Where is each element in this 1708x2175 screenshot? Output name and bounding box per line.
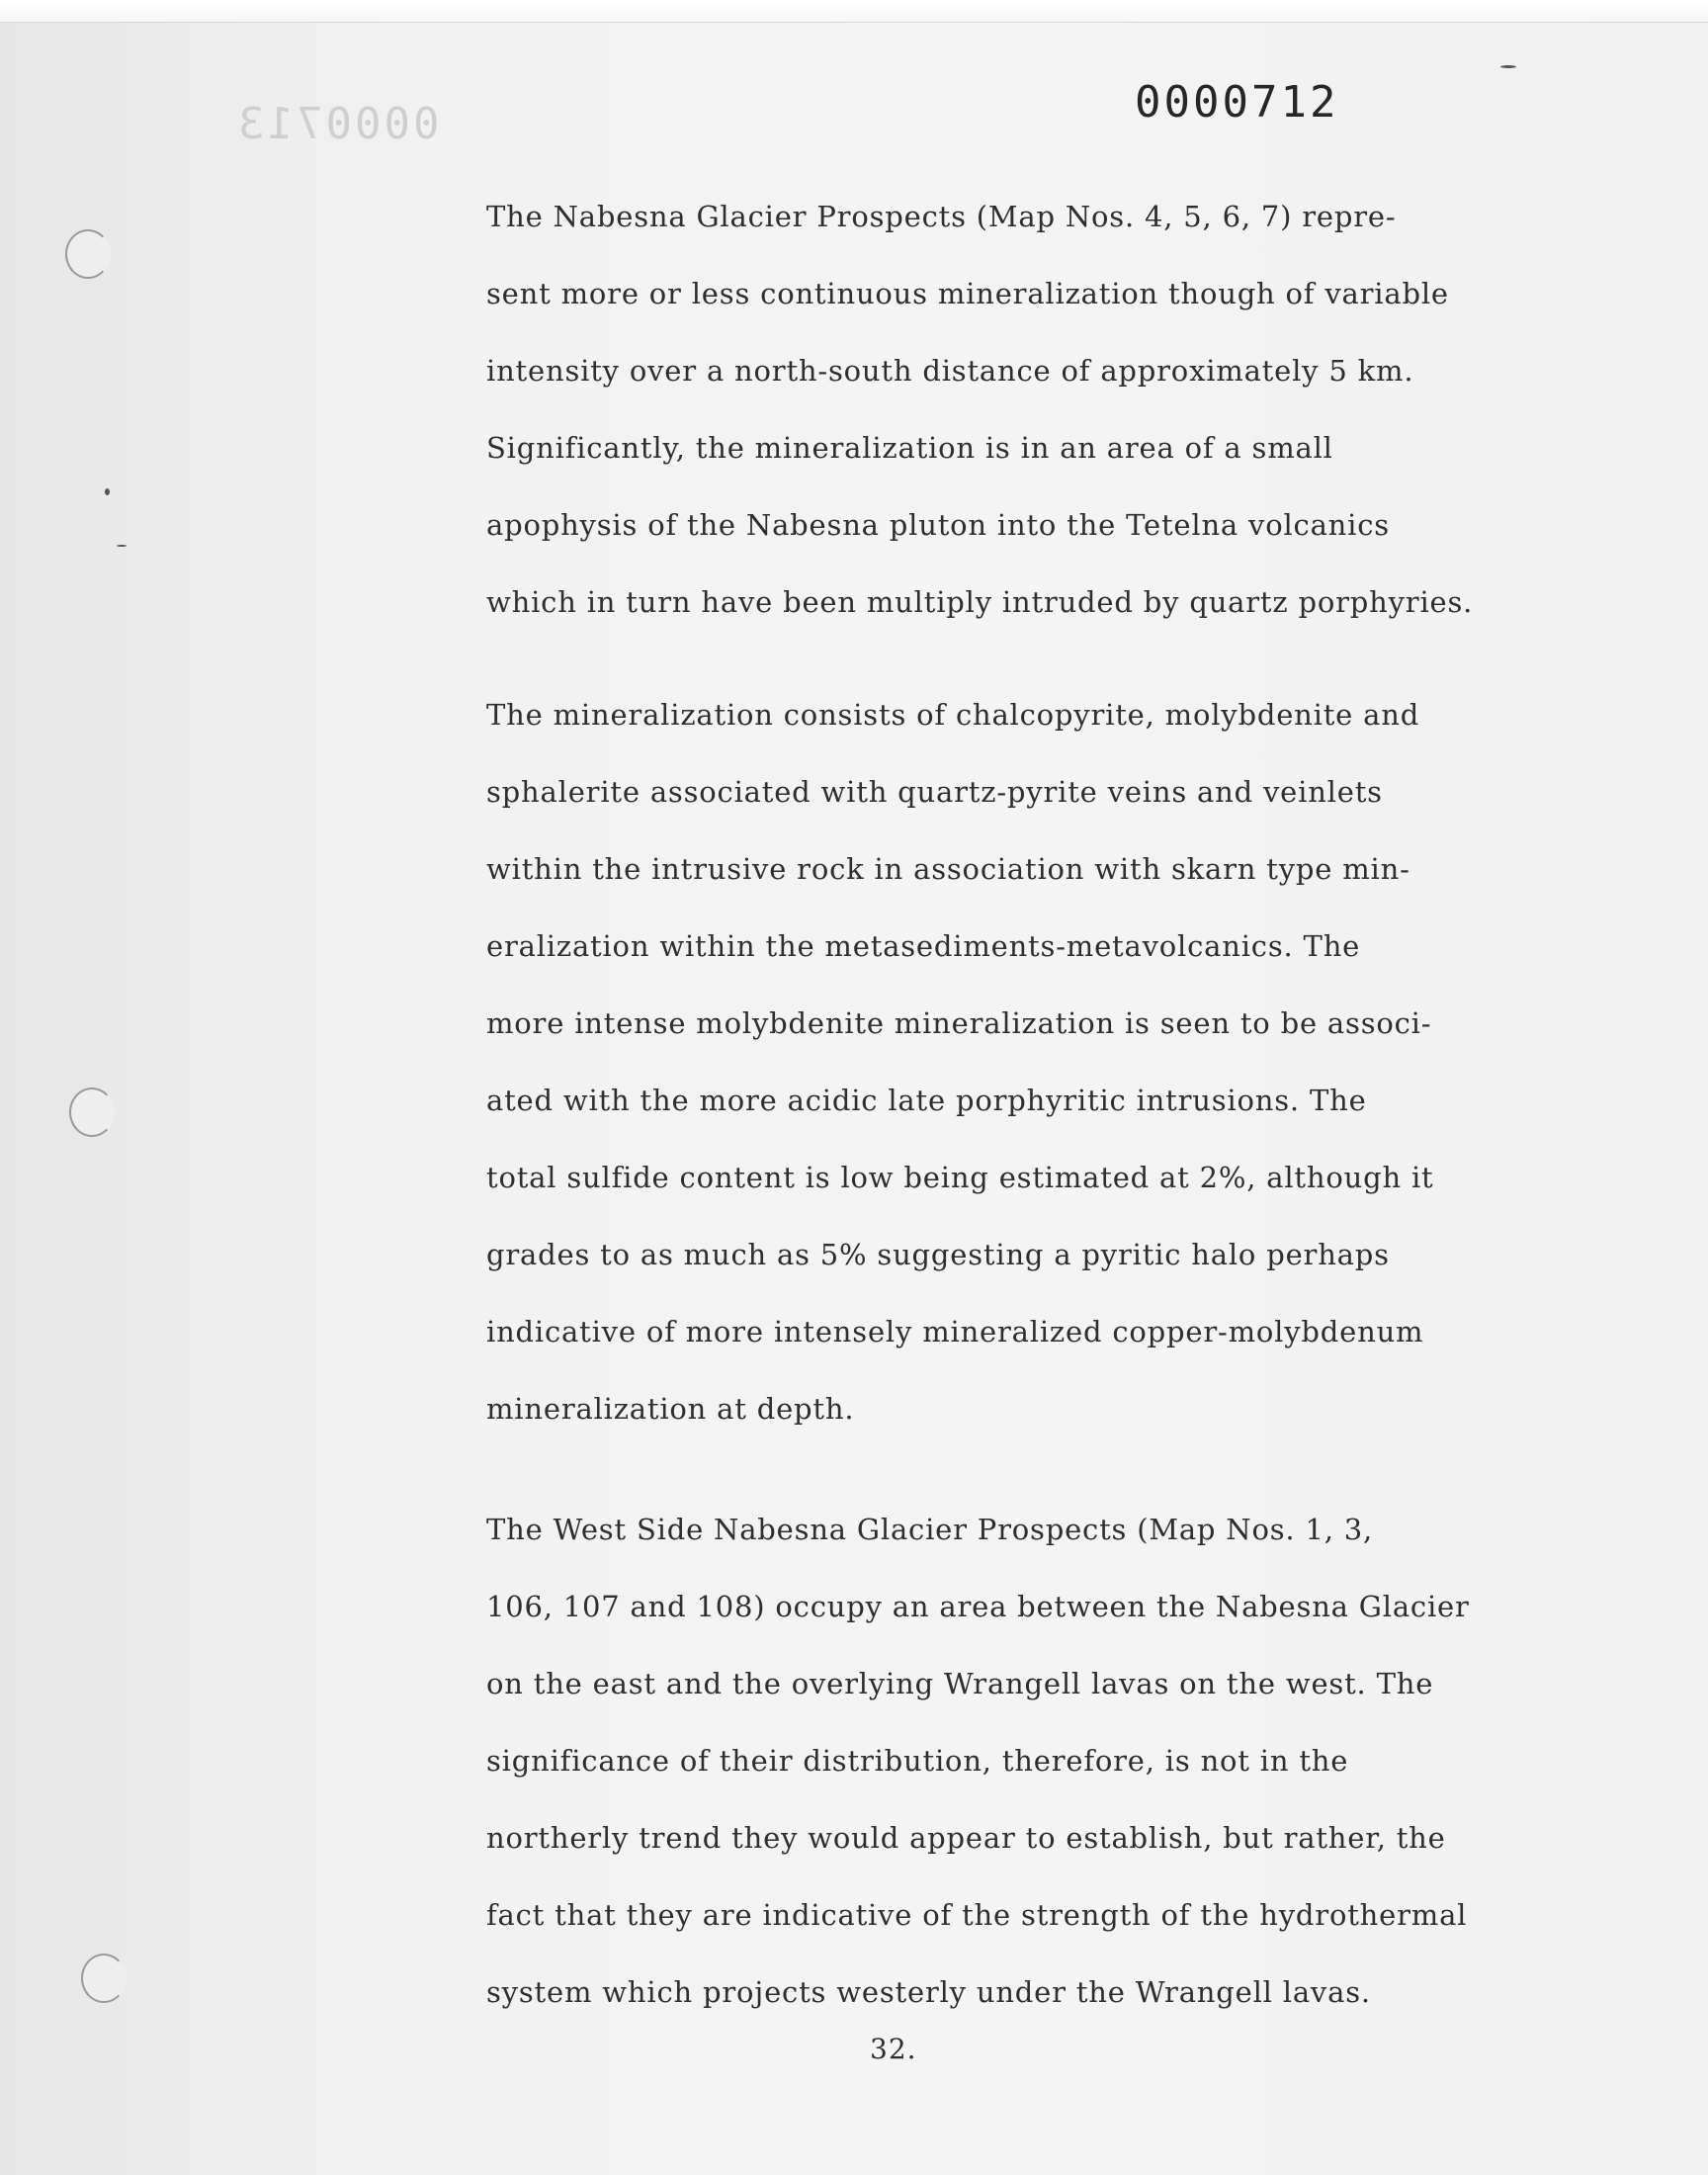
- paragraph-3: [486, 1491, 1574, 2031]
- text-line: The West Side Nabesna Glacier Prospects (Map Nos. 1, 3,: [486, 1513, 1374, 1546]
- text-line: 106, 107 and 108) occupy an area between the Nabesna Glacier: [486, 1590, 1470, 1623]
- text-line: indicative of more intensely mineralized copper-molybdenum: [486, 1315, 1424, 1348]
- paper-top-edge: [0, 0, 1708, 23]
- text-line: system which projects westerly under the Wrangell lavas.: [486, 1975, 1371, 2009]
- text-line: intensity over a north-south distance of approximately 5 km.: [486, 354, 1414, 388]
- punch-hole-top: [65, 229, 111, 279]
- bleed-through-number: 0000713: [235, 99, 440, 149]
- text-line: The mineralization consists of chalcopyrite, molybdenite and: [486, 698, 1420, 732]
- page-number: 32.: [870, 2033, 917, 2065]
- text-line: apophysis of the Nabesna pluton into the Tetelna volcanics: [486, 508, 1390, 542]
- text-line: fact that they are indicative of the strength of the hydrothermal: [486, 1898, 1468, 1932]
- paragraph-2: [486, 676, 1574, 1447]
- speck: [117, 545, 127, 547]
- speck: [105, 488, 110, 495]
- text-line: Significantly, the mineralization is in an area of a small: [486, 431, 1333, 465]
- text-line: total sulfide content is low being estimated at 2%, although it: [486, 1161, 1434, 1194]
- text-line: eralization within the metasediments-metavolcanics. The: [486, 929, 1361, 963]
- punch-hole-bottom: [81, 1954, 127, 2003]
- text-line: which in turn have been multiply intruded by quartz porphyries.: [486, 585, 1474, 619]
- punch-hole-middle: [69, 1088, 115, 1137]
- speck: [1500, 65, 1516, 68]
- text-line: significance of their distribution, therefore, is not in the: [486, 1744, 1349, 1778]
- text-line: mineralization at depth.: [486, 1392, 855, 1426]
- paragraph-1: [486, 178, 1574, 641]
- text-line: sent more or less continuous mineralization though of variable: [486, 277, 1449, 310]
- text-line: sphalerite associated with quartz-pyrite veins and veinlets: [486, 775, 1383, 809]
- text-line: more intense molybdenite mineralization is seen to be associ-: [486, 1006, 1432, 1040]
- text-line: northerly trend they would appear to establish, but rather, the: [486, 1821, 1446, 1855]
- text-line: grades to as much as 5% suggesting a pyritic halo perhaps: [486, 1238, 1390, 1271]
- text-line: within the intrusive rock in association with skarn type min-: [486, 852, 1410, 886]
- document-number: 0000712: [1135, 77, 1339, 128]
- text-line: ated with the more acidic late porphyritic intrusions. The: [486, 1084, 1367, 1117]
- text-line: on the east and the overlying Wrangell lavas on the west. The: [486, 1667, 1434, 1700]
- text-line: The Nabesna Glacier Prospects (Map Nos. 4, 5, 6, 7) repre-: [486, 200, 1397, 233]
